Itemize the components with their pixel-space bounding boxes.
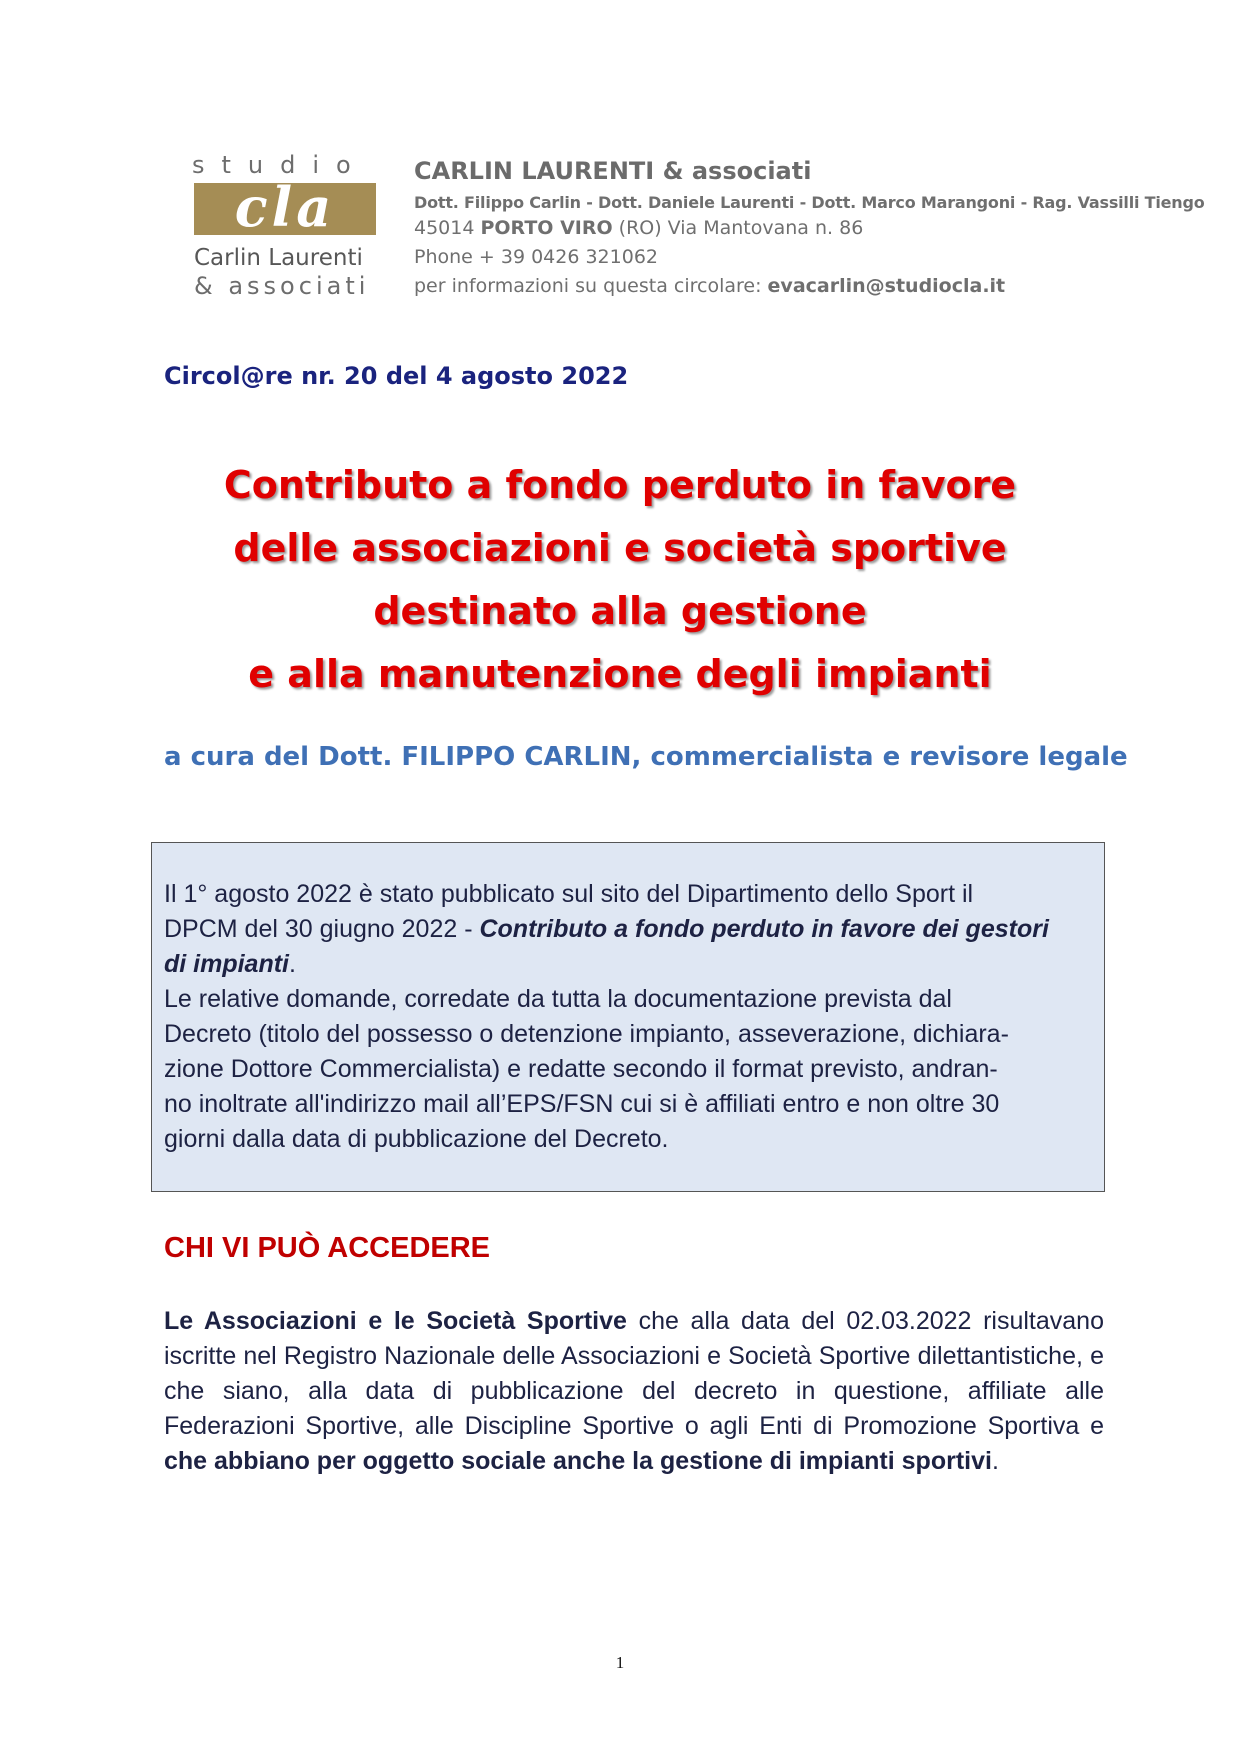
summary-line-2-prefix: DPCM del 30 giugno 2022 - — [164, 915, 480, 943]
summary-line-6: zione Dottore Commercialista) e redatte secondo il format previsto, andran- — [164, 1055, 998, 1083]
section-body-bold-2: che abbiano per oggetto sociale anche la gestione di impianti sportivi — [164, 1447, 992, 1475]
info-prefix: per informazioni su questa circolare: — [414, 275, 768, 297]
logo-mark — [194, 175, 376, 239]
summary-line-3-suffix: . — [289, 950, 296, 978]
address-suffix: (RO) Via Mantovana n. 86 — [612, 217, 864, 239]
logo-studio-text: studio — [192, 151, 368, 179]
logo-line-2: & associati — [194, 272, 370, 300]
circular-number: Circol@re nr. 20 del 4 agosto 2022 — [164, 362, 629, 390]
title-line-4: e alla manutenzione degli impianti — [248, 652, 992, 696]
page-number: 1 — [615, 1653, 625, 1672]
summary-line-2-bold: Contributo a fondo perduto in favore dei gestori — [479, 915, 1049, 943]
summary-text — [164, 877, 1094, 1157]
author-line: a cura del Dott. FILIPPO CARLIN, commercialista e revisore legale — [164, 742, 1128, 772]
firm-phone: Phone + 39 0426 321062 — [414, 246, 658, 268]
address-prefix: 45014 — [414, 217, 481, 239]
contact-email: evacarlin@studiocla.it — [767, 275, 1006, 297]
address-city: PORTO VIRO — [480, 217, 613, 239]
logo-mark-text: cla — [234, 175, 336, 239]
section-body-bold-1: Le Associazioni e le Società Sportive — [164, 1307, 627, 1335]
firm-name: CARLIN LAURENTI & associati — [414, 157, 812, 185]
summary-line-5: Decreto (titolo del possesso o detenzione impianto, asseverazione, dichiara- — [164, 1020, 1009, 1048]
title-line-2: delle associazioni e società sportive — [233, 526, 1007, 570]
studio-logo — [192, 153, 378, 301]
section-body — [164, 1304, 1104, 1479]
section-body-end: . — [991, 1447, 999, 1475]
summary-line-4: Le relative domande, corredate da tutta la documentazione prevista dal — [164, 985, 952, 1013]
document-title — [150, 454, 1090, 706]
summary-line-3 — [164, 947, 1094, 982]
logo-line-1: Carlin Laurenti — [194, 245, 363, 271]
section-heading: CHI VI PUÒ ACCEDERE — [164, 1232, 491, 1264]
firm-address — [414, 217, 863, 239]
summary-line-8: giorni dalla data di pubblicazione del Decreto. — [164, 1125, 669, 1153]
summary-line-3-bold: di impianti — [164, 950, 289, 978]
summary-line-1: Il 1° agosto 2022 è stato pubblicato sul sito del Dipartimento dello Sport il — [164, 880, 974, 908]
title-line-3: destinato alla gestione — [373, 589, 867, 633]
section-body-text-1: che alla data del 02.03.2022 risultavano iscritte nel Registro Nazionale delle Associazioni e Società Sportive dilettantistiche, e che siano, alla data di pubblicazione del decreto in questione, affiliate alle Federazioni Sportive, alle Discipline Sportive o agli Enti di Promozione Sportiva e — [164, 1307, 1104, 1440]
title-line-1: Contributo a fondo perduto in favore — [223, 463, 1017, 507]
summary-line-7: no inoltrate all'indirizzo mail all’EPS/FSN cui si è affiliati entro e non oltre 30 — [164, 1090, 1000, 1118]
summary-box — [151, 842, 1105, 1192]
firm-partners: Dott. Filippo Carlin - Dott. Daniele Laurenti - Dott. Marco Marangoni - Rag. Vassilli Tiengo — [414, 193, 1205, 212]
firm-contact-info — [414, 275, 1005, 297]
summary-line-2 — [164, 912, 1094, 947]
